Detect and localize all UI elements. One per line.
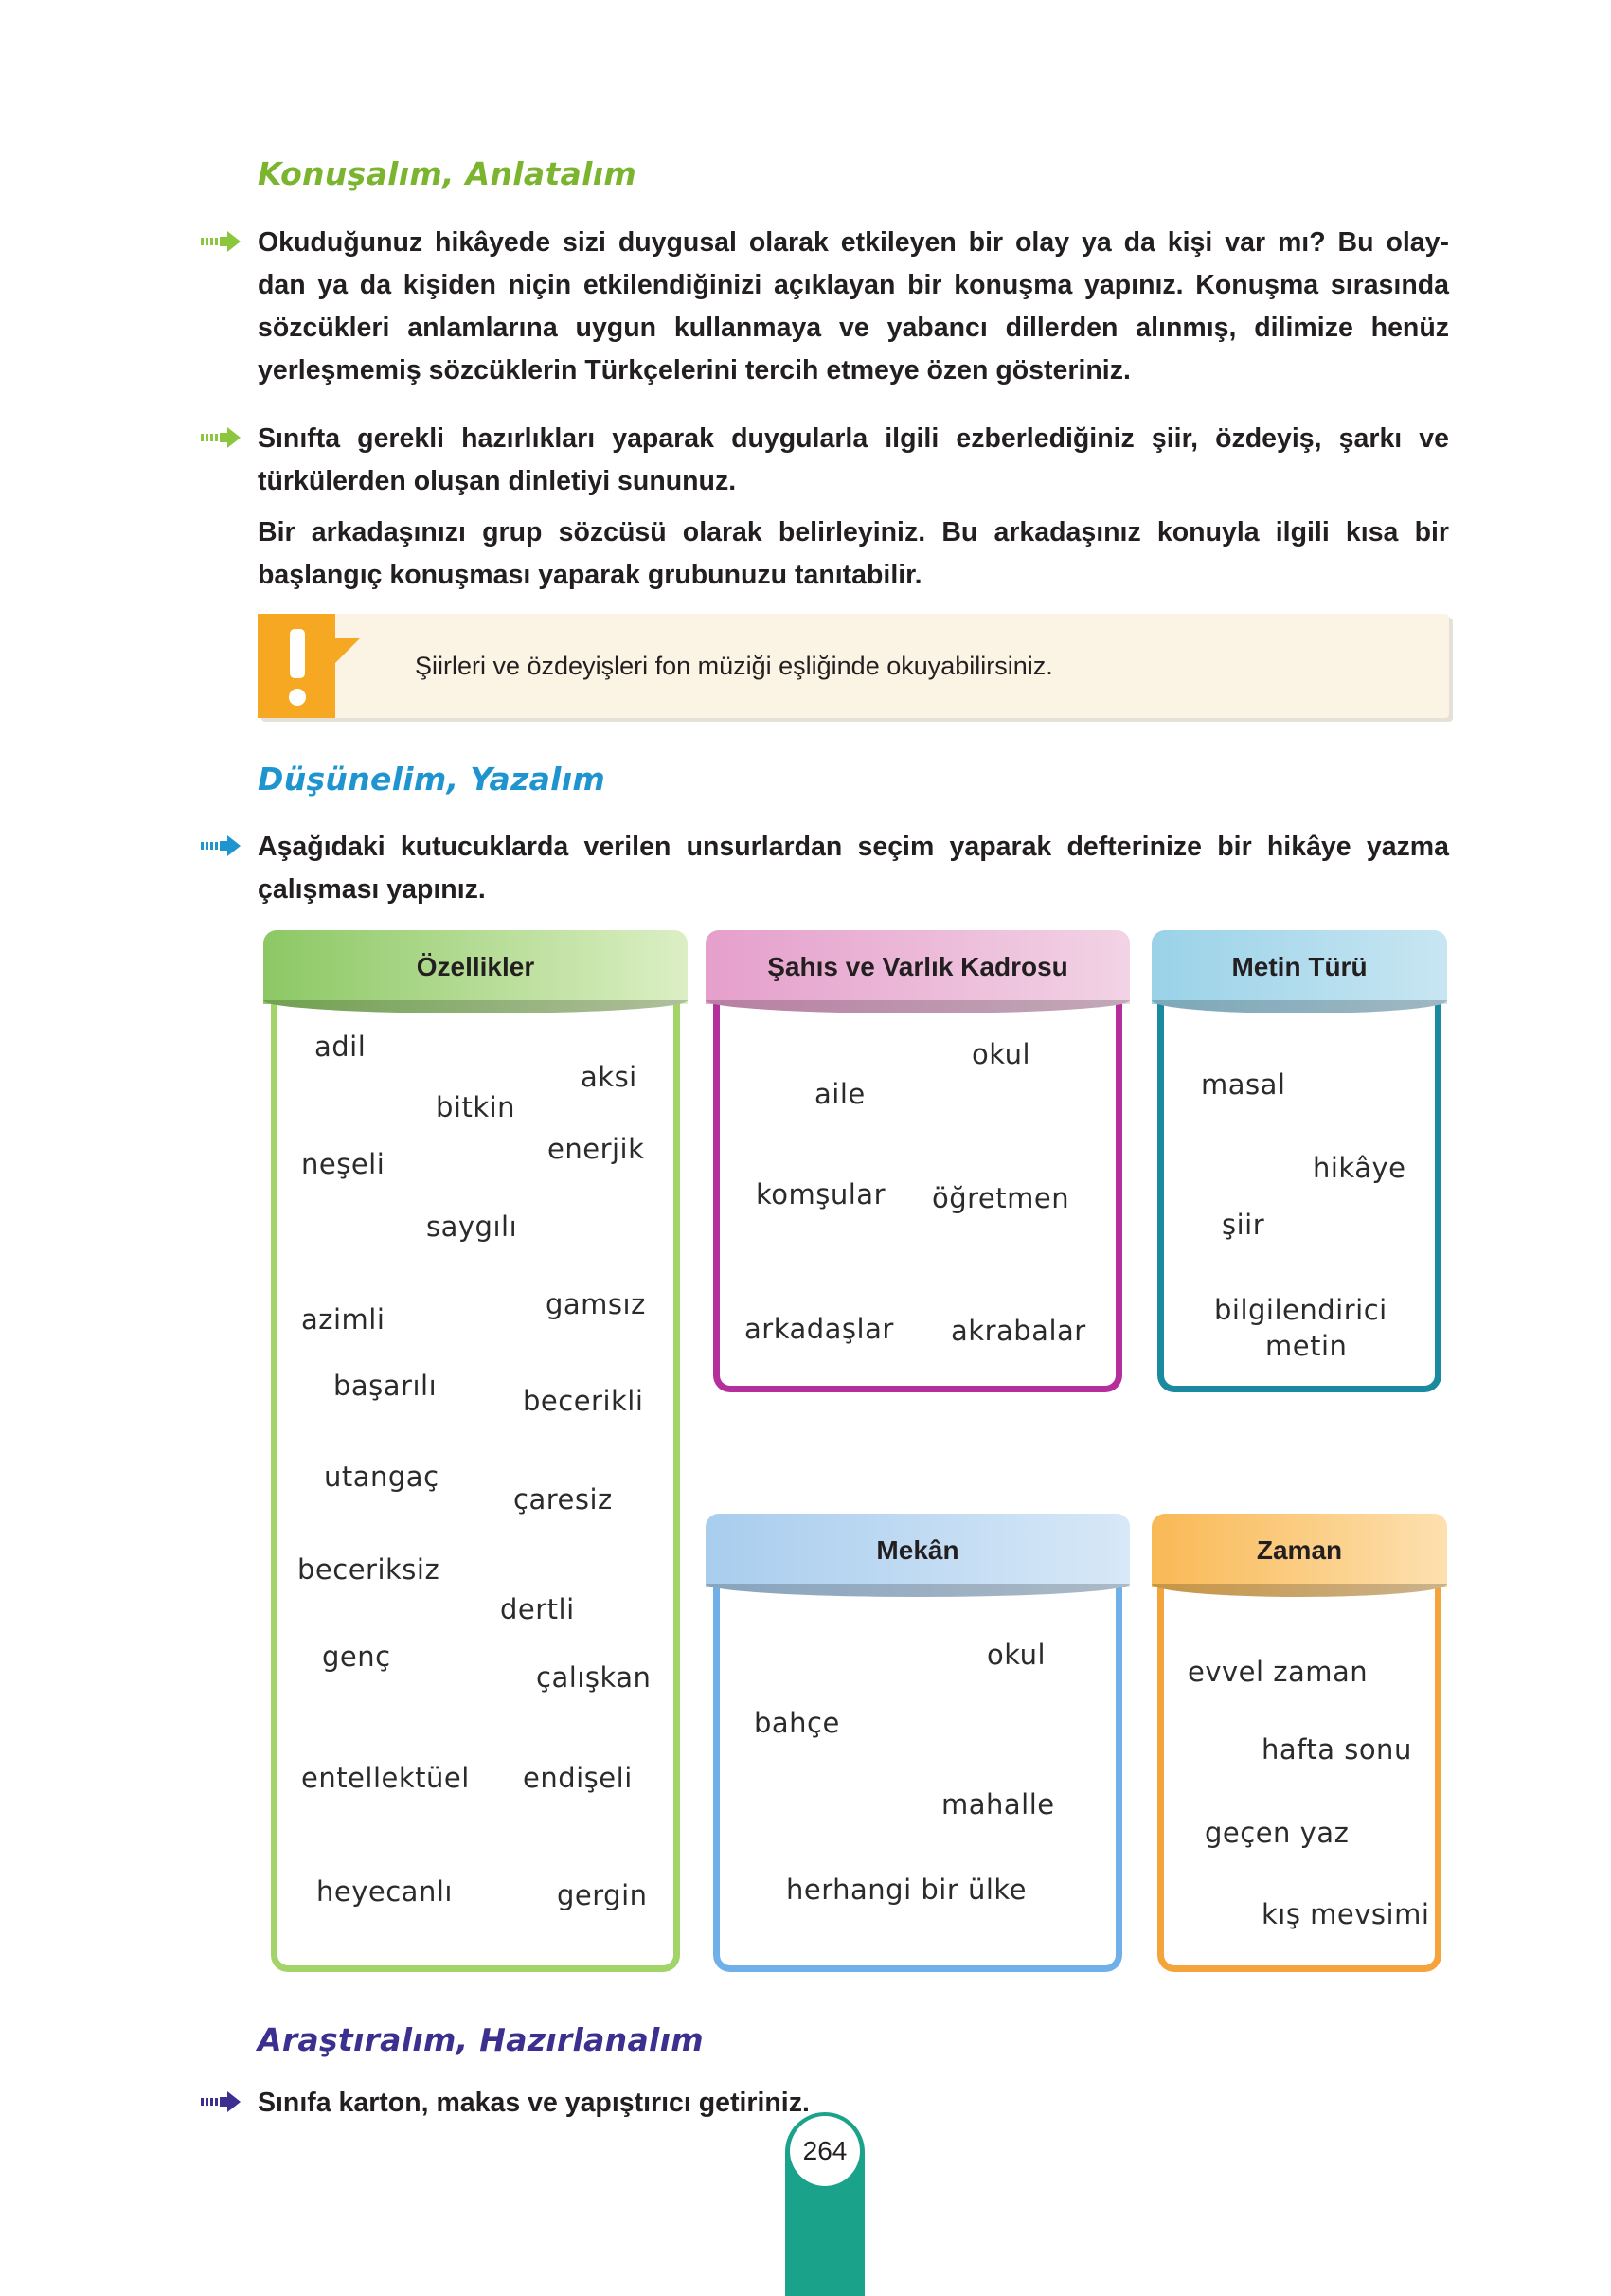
word: aksi bbox=[581, 1061, 637, 1093]
card-label: Özellikler bbox=[416, 952, 535, 981]
word: gergin bbox=[557, 1879, 648, 1911]
card-label: Metin Türü bbox=[1231, 952, 1368, 981]
word: metin bbox=[1265, 1330, 1348, 1362]
word: evvel zaman bbox=[1188, 1656, 1369, 1688]
text-line: Bir arkadaşınızı grup sözcüsü olarak belirleyiniz. Bu arkadaşınız konuyla ilgili kısa bir bbox=[258, 517, 1449, 547]
section-title-dusunelim: Düşünelim, Yazalım bbox=[258, 761, 606, 798]
word: beceriksiz bbox=[297, 1553, 440, 1586]
arrow-bullet-icon bbox=[201, 2091, 241, 2112]
word: adil bbox=[314, 1031, 367, 1063]
word: dertli bbox=[500, 1593, 575, 1625]
word: bilgilendirici bbox=[1214, 1294, 1387, 1326]
word: neşeli bbox=[301, 1148, 385, 1180]
card-tab-zaman bbox=[1152, 1514, 1447, 1587]
word: kış mevsimi bbox=[1262, 1898, 1430, 1930]
text-line: Okuduğunuz hikâyede sizi duygusal olarak etkileyen bir olay ya da kişi var mı? Bu olay- bbox=[258, 227, 1449, 258]
text-line: türkülerden oluşan dinletiyi sununuz. bbox=[258, 466, 737, 496]
text-line: Aşağıdaki kutucuklarda verilen unsurlardan seçim yaparak defterinize bir hikâye yazma bbox=[258, 832, 1449, 862]
word: öğretmen bbox=[932, 1182, 1070, 1214]
page-number: 264 bbox=[790, 2116, 860, 2186]
exclamation-icon bbox=[258, 614, 360, 718]
arrow-bullet-icon bbox=[201, 231, 241, 252]
word: şiir bbox=[1222, 1209, 1265, 1241]
card-mekan bbox=[713, 1578, 1122, 1972]
text-line: çalışması yapınız. bbox=[258, 874, 486, 905]
word: endişeli bbox=[523, 1762, 633, 1794]
word: becerikli bbox=[523, 1385, 644, 1417]
card-tab-sahis bbox=[706, 930, 1130, 1004]
word: enerjik bbox=[547, 1133, 645, 1165]
word: çaresiz bbox=[513, 1483, 613, 1516]
word: çalışkan bbox=[536, 1661, 652, 1694]
word: gamsız bbox=[546, 1288, 646, 1320]
section-title-arastiralim: Araştıralım, Hazırlanalım bbox=[258, 2021, 704, 2058]
word: bitkin bbox=[436, 1091, 516, 1123]
paragraph-grup-sozcusu bbox=[258, 511, 1449, 597]
card-label: Zaman bbox=[1256, 1535, 1343, 1565]
word: komşular bbox=[756, 1178, 886, 1211]
text-line: dan ya da kişiden niçin etkilendiğinizi açıklayan bir konuşma yapınız. Konuşma sırasında bbox=[258, 270, 1449, 300]
word: azimli bbox=[301, 1303, 385, 1336]
word: herhangi bir ülke bbox=[786, 1874, 1027, 1906]
word: saygılı bbox=[426, 1211, 518, 1243]
word: bahçe bbox=[754, 1707, 840, 1739]
arrow-bullet-icon bbox=[201, 427, 241, 448]
card-label: Şahıs ve Varlık Kadrosu bbox=[767, 952, 1068, 981]
word: hafta sonu bbox=[1262, 1733, 1412, 1766]
word: okul bbox=[987, 1639, 1047, 1671]
paragraph-dinleti bbox=[258, 418, 1449, 503]
word: masal bbox=[1201, 1068, 1286, 1101]
word: arkadaşlar bbox=[744, 1313, 894, 1345]
card-tab-mekan bbox=[706, 1514, 1130, 1587]
word: mahalle bbox=[941, 1788, 1055, 1821]
word: geçen yaz bbox=[1205, 1817, 1350, 1849]
word: genç bbox=[322, 1641, 391, 1673]
card-tab-ozellikler bbox=[263, 930, 688, 1004]
text-line: yerleşmemiş sözcüklerin Türkçelerini tercih etmeye özen gösteriniz. bbox=[258, 355, 1131, 386]
paragraph-hikaye-yazma bbox=[258, 826, 1449, 911]
paragraph-malzeme bbox=[258, 2082, 1449, 2125]
word: entellektüel bbox=[301, 1762, 470, 1794]
card-tab-metin-turu bbox=[1152, 930, 1447, 1004]
arrow-bullet-icon bbox=[201, 835, 241, 856]
word: başarılı bbox=[333, 1370, 438, 1402]
word: hikâye bbox=[1313, 1152, 1406, 1184]
text-line: Sınıfta gerekli hazırlıkları yaparak duygularla ilgili ezberlediğiniz şiir, özdeyiş, şarkı ve bbox=[258, 423, 1449, 454]
word: aile bbox=[814, 1078, 866, 1110]
card-label: Mekân bbox=[876, 1535, 959, 1565]
section-title-konusalim: Konuşalım, Anlatalım bbox=[258, 155, 637, 192]
text-line: başlangıç konuşması yaparak grubunuzu tanıtabilir. bbox=[258, 560, 922, 590]
text-line: Sınıfa karton, makas ve yapıştırıcı getiriniz. bbox=[258, 2088, 810, 2118]
text-line: sözcükleri anlamlarına uygun kullanmaya ve yabancı dillerden alınmış, dilimize henüz bbox=[258, 313, 1449, 343]
word: okul bbox=[972, 1038, 1031, 1070]
note-text: Şiirleri ve özdeyişleri fon müziği eşliğinde okuyabilirsiniz. bbox=[415, 652, 1053, 680]
word: akrabalar bbox=[951, 1315, 1086, 1347]
word: heyecanlı bbox=[316, 1875, 453, 1908]
word: utangaç bbox=[324, 1461, 439, 1493]
paragraph-konusma bbox=[258, 222, 1449, 392]
